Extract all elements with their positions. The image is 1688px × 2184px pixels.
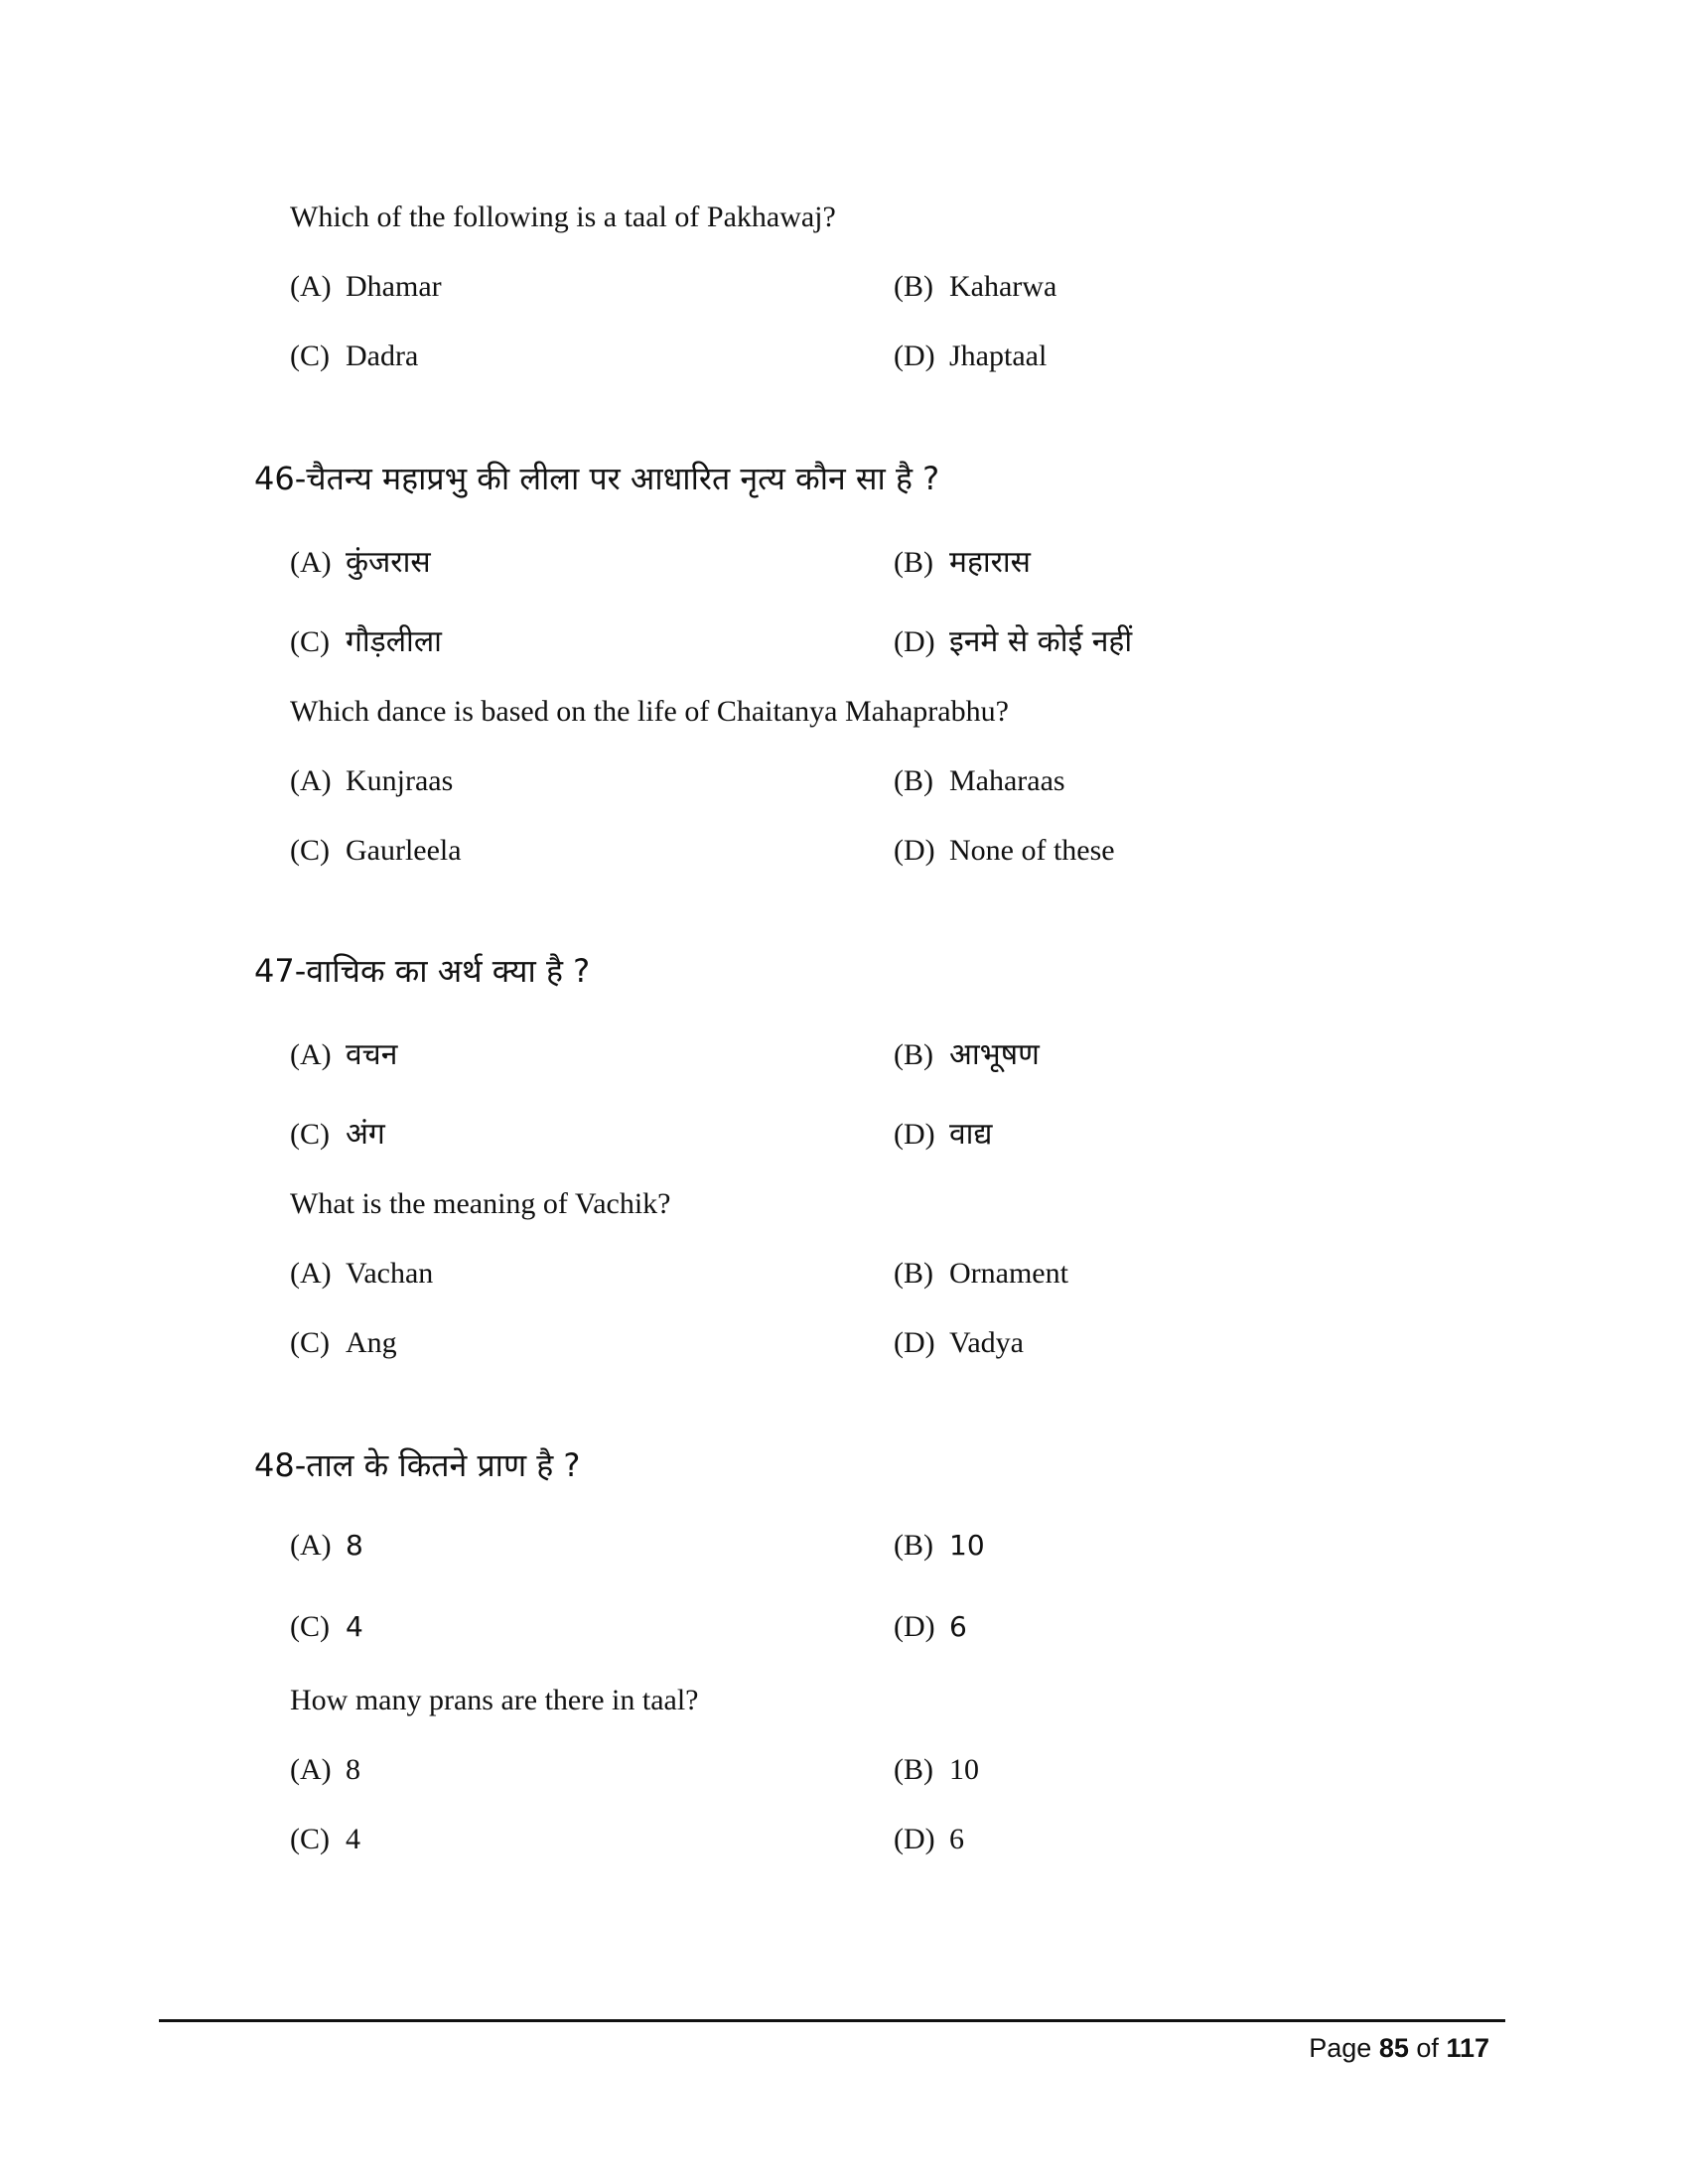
option-d: (D) Vadya [894,1326,1024,1359]
option-a: (A) Vachan [290,1257,434,1290]
question-46-english: Which dance is based on the life of Chaitanya Mahaprabhu? [290,695,1009,728]
option-d: (D) इनमे से कोई नहीं [894,624,1133,659]
option-c: (C) गौड़लीला [290,624,442,659]
page-number: Page 85 of 117 [1309,2033,1489,2063]
option-c: (C) 4 [290,1823,360,1855]
option-c: (C) 4 [290,1610,363,1643]
question-47-english: What is the meaning of Vachik? [290,1187,671,1220]
option-a: (A) वचन [290,1037,398,1072]
option-d: (D) 6 [894,1823,964,1855]
option-a: (A) Dhamar [290,270,442,303]
question-46-hindi: 46-चैतन्य महाप्रभु की लीला पर आधारित नृत्य कौन सा है ? [254,460,940,497]
option-b: (B) आभूषण [894,1037,1040,1072]
option-a: (A) कुंजरास [290,545,431,580]
option-d: (D) Jhaptaal [894,340,1048,372]
option-d: (D) वाद्य [894,1117,993,1152]
option-b: (B) 10 [894,1529,985,1562]
footer-rule [159,2019,1505,2022]
question-45-english: Which of the following is a taal of Pakhawaj? [290,201,836,233]
question-47-hindi: 47-वाचिक का अर्थ क्या है ? [254,952,591,990]
option-a: (A) 8 [290,1753,360,1786]
option-b: (B) महारास [894,545,1031,580]
option-d: (D) None of these [894,834,1115,867]
option-a: (A) Kunjraas [290,764,454,797]
option-c: (C) Ang [290,1326,397,1359]
option-a: (A) 8 [290,1529,363,1562]
option-b: (B) Maharaas [894,764,1065,797]
question-48-hindi: 48-ताल के कितने प्राण है ? [254,1446,581,1484]
option-b: (B) 10 [894,1753,979,1786]
option-c: (C) Gaurleela [290,834,462,867]
option-c: (C) अंग [290,1117,385,1152]
option-c: (C) Dadra [290,340,419,372]
option-b: (B) Kaharwa [894,270,1057,303]
option-b: (B) Ornament [894,1257,1068,1290]
option-d: (D) 6 [894,1610,967,1643]
question-48-english: How many prans are there in taal? [290,1684,699,1716]
